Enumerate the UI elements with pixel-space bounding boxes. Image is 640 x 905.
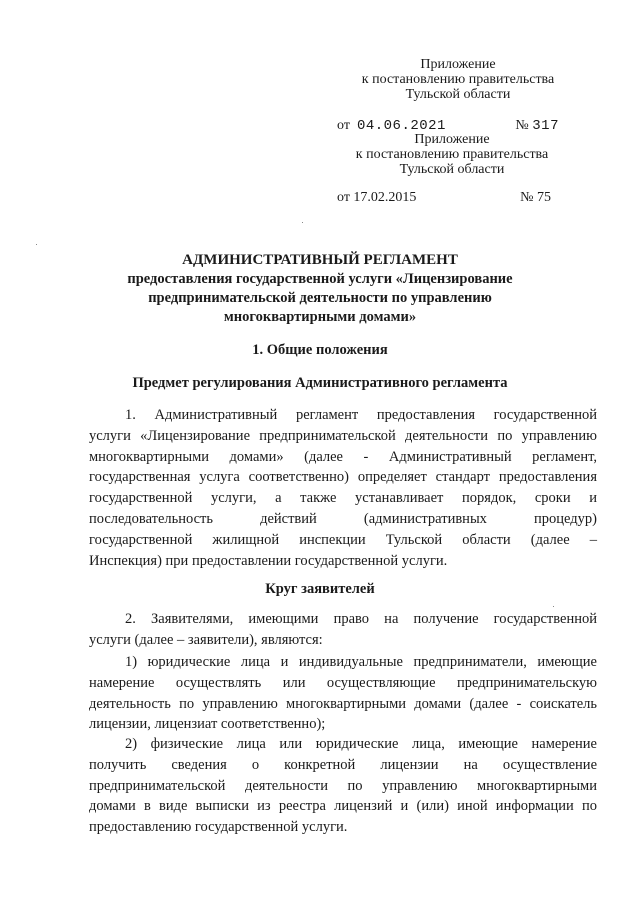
text-line: Инспекция) при предоставлении государственной услуги. (89, 552, 448, 569)
paragraph-2 (89, 609, 597, 651)
appendix-region: Тульской области (405, 87, 511, 102)
section-heading: 1. Общие положения (252, 342, 388, 358)
text-line: услуги (далее – заявители), являются: (89, 631, 323, 648)
resolution-number: № 75 (520, 190, 551, 205)
resolution-date: от 17.02.2015 (337, 190, 417, 205)
document-subtitle (110, 270, 530, 327)
text-line: предпринимательской деятельности по управлению многоквартирными (89, 777, 597, 794)
text-line: государственной жилищной инспекции Тульской области (далее – (89, 531, 597, 548)
text-line: предоставлению государственной услуги. (89, 819, 348, 836)
scan-speck (36, 244, 37, 245)
subsection-heading: Предмет регулирования Административного регламента (132, 375, 508, 391)
text-line: последовательность действий (административных процедур) (89, 510, 597, 527)
list-item-2 (89, 734, 597, 838)
appendix-region: Тульской области (399, 162, 505, 177)
scan-speck (302, 222, 303, 223)
document-title: АДМИНИСТРАТИВНЫЙ РЕГЛАМЕНТ (182, 252, 458, 268)
text-line: государственной услуги, а также устанавливает порядок, сроки и (89, 490, 597, 507)
scan-speck (553, 606, 554, 607)
subtitle-line: многоквартирными домами» (223, 309, 417, 325)
appendix-label: Приложение (420, 57, 496, 72)
text-line: получить сведения о конкретной лицензии на осуществление (89, 756, 597, 773)
text-line: услуги «Лицензирование предпринимательской деятельности по управлению (89, 427, 597, 444)
appendix-header-current (358, 57, 558, 102)
text-line: деятельность по управлению многоквартирными домами (далее - соискатель (89, 695, 597, 712)
subtitle-line: предпринимательской деятельности по управлению (148, 290, 492, 306)
appendix-resolution-ref: к постановлению правительства (355, 147, 549, 162)
subsection-heading: Круг заявителей (265, 581, 375, 597)
text-line: государственная услуга соответственно) определяет стандарт предоставления (89, 469, 597, 486)
subtitle-line: предоставления государственной услуги «Лицензирование (127, 271, 513, 287)
appendix-header-original (345, 132, 559, 177)
paragraph-1 (89, 405, 597, 571)
text-line: намерение осуществлять или осуществляющие предпринимательскую (89, 674, 597, 691)
text-line: 2. Заявителями, имеющими право на получение государственной (125, 611, 597, 627)
text-line: многоквартирными домами» (далее - Административный регламент, (89, 448, 597, 465)
resolution-date: от 04.06.2021 (337, 118, 446, 134)
appendix-label: Приложение (414, 132, 490, 147)
appendix-resolution-ref: к постановлению правительства (361, 72, 555, 87)
list-item-1 (89, 652, 597, 735)
text-line: лицензии, лицензиат соответственно); (89, 716, 326, 733)
resolution-number: № 317 (515, 118, 559, 134)
text-line: 1. Административный регламент предоставления государственной (125, 407, 597, 423)
text-line: 2) физические лица или юридические лица, имеющие намерение (125, 736, 597, 752)
text-line: 1) юридические лица и индивидуальные предприниматели, имеющие (125, 654, 597, 670)
text-line: домами в виде выписки из реестра лицензий и (или) иной информации по (89, 798, 597, 815)
